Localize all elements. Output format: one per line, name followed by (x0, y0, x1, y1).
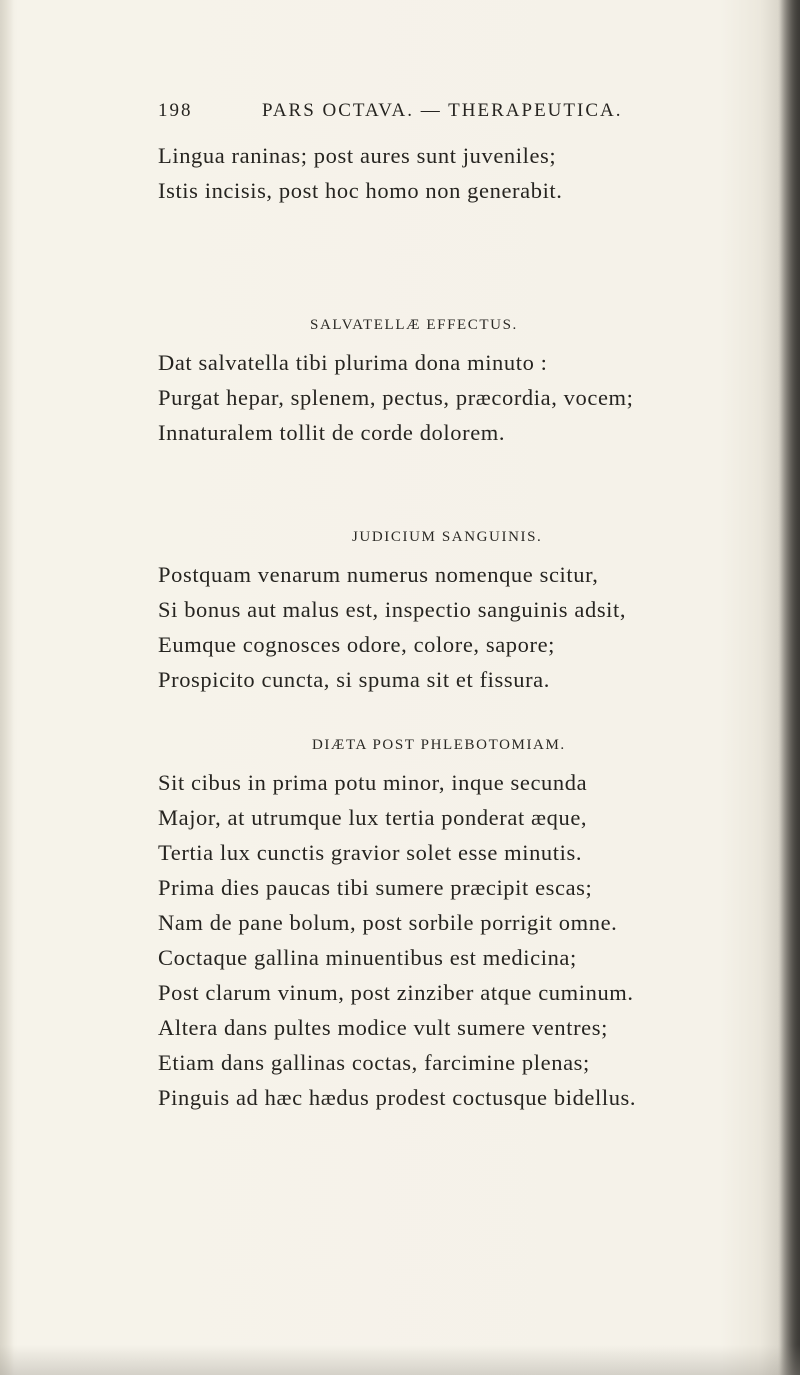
verse-line: Purgat hepar, splenem, pectus, præcordia, vocem; (158, 385, 634, 410)
verse-line: Prima dies paucas tibi sumere præcipit escas; (158, 875, 593, 900)
page-spine-shadow (778, 0, 800, 1375)
page-header (158, 100, 718, 140)
section-heading: JUDICIUM SANGUINIS. (352, 529, 543, 545)
running-head: PARS OCTAVA. — THERAPEUTICA. (262, 100, 623, 121)
verse-line: Prospicito cuncta, si spuma sit et fissura. (158, 667, 550, 692)
section-heading: DIÆTA POST PHLEBOTOMIAM. (312, 737, 566, 753)
verse-line: Eumque cognosces odore, colore, sapore; (158, 632, 556, 657)
verse-line: Etiam dans gallinas coctas, farcimine plenas; (158, 1050, 590, 1075)
verse-line: Postquam venarum numerus nomenque scitur, (158, 562, 599, 587)
verse-line: Altera dans pultes modice vult sumere ventres; (158, 1015, 608, 1040)
page-bottom-shadow (0, 1345, 800, 1375)
verse-line: Pinguis ad hæc hædus prodest coctusque bidellus. (158, 1085, 637, 1110)
verse-line: Dat salvatella tibi plurima dona minuto : (158, 350, 548, 375)
verse-line: Coctaque gallina minuentibus est medicina; (158, 945, 577, 970)
verse-line: Istis incisis, post hoc homo non generabit. (158, 178, 563, 203)
page-number: 198 (158, 100, 193, 121)
verse-line: Tertia lux cunctis gravior solet esse minutis. (158, 840, 583, 865)
page-left-edge-shading (0, 0, 14, 1375)
verse-line: Lingua raninas; post aures sunt juveniles; (158, 143, 557, 168)
verse-line: Major, at utrumque lux tertia ponderat æque, (158, 805, 588, 830)
verse-line: Post clarum vinum, post zinziber atque cuminum. (158, 980, 634, 1005)
verse-line: Si bonus aut malus est, inspectio sanguinis adsit, (158, 597, 627, 622)
verse-line: Nam de pane bolum, post sorbile porrigit omne. (158, 910, 618, 935)
verse-line: Sit cibus in prima potu minor, inque secunda (158, 770, 588, 795)
section-heading: SALVATELLÆ EFFECTUS. (310, 317, 518, 333)
verse-line: Innaturalem tollit de corde dolorem. (158, 420, 506, 445)
